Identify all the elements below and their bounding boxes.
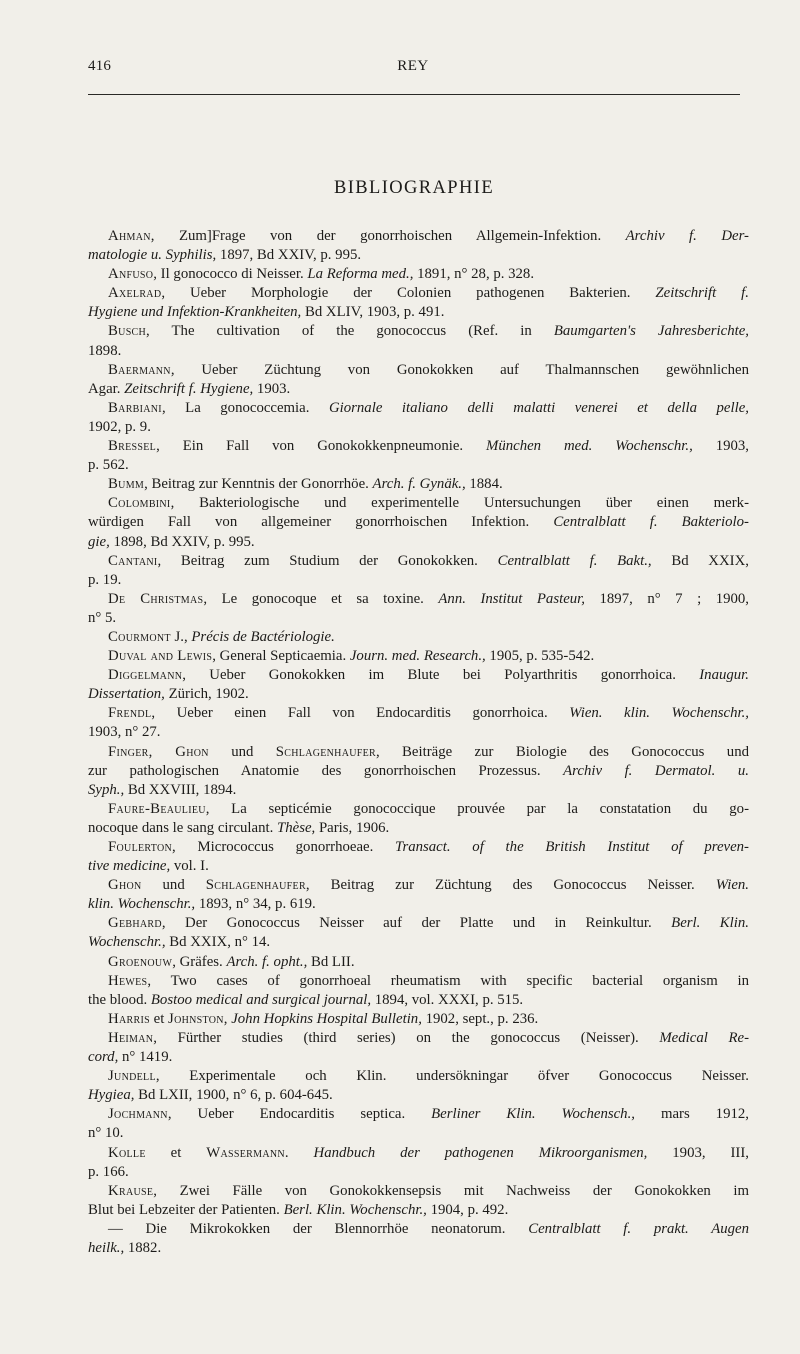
entry-text: , Le gonocoque et sa toxine. bbox=[203, 590, 439, 607]
publication-title: tive medicine, bbox=[88, 858, 171, 875]
entry-text: , Ueber einen Fall von Endocarditis gonorrhoica. bbox=[151, 705, 570, 722]
publication-title: Centralblatt f. Bakteriolo- bbox=[553, 514, 749, 531]
author-name: Busch bbox=[108, 323, 147, 340]
publication-title: Berl. Klin. bbox=[671, 915, 749, 932]
bibliography-entry bbox=[88, 666, 749, 704]
bibliography-entry bbox=[88, 1029, 749, 1067]
author-name: Heiman bbox=[108, 1029, 154, 1046]
entry-line bbox=[88, 1220, 749, 1239]
entry-line bbox=[88, 552, 749, 571]
entry-text: mars 1912, bbox=[634, 1106, 749, 1123]
entry-text: Bd XXVIII, 1894. bbox=[124, 781, 237, 798]
entry-line bbox=[88, 456, 749, 475]
bibliography-entry bbox=[88, 743, 749, 800]
bibliography-entry bbox=[88, 361, 749, 399]
entry-line bbox=[88, 265, 749, 284]
entry-line bbox=[88, 437, 749, 456]
entry-text: the blood. bbox=[88, 991, 151, 1008]
entry-text: 1903, n° 27. bbox=[88, 724, 161, 741]
entry-text: , Micrococcus gonorrhoeae. bbox=[172, 839, 396, 855]
bibliography-entry bbox=[88, 399, 749, 437]
author-name: Ahman bbox=[108, 228, 151, 244]
author-name: Baermann bbox=[108, 361, 171, 378]
entry-text: , Beitrag zum Studium der Gonokokken. bbox=[157, 552, 498, 569]
entry-text: , Experimentale och Klin. undersökningar öfver Gonococcus Neisser. bbox=[155, 1068, 749, 1085]
publication-title: Thèse, bbox=[277, 819, 316, 836]
entry-line bbox=[88, 857, 749, 876]
entry-text: Agar. bbox=[88, 380, 125, 397]
entry-text: 1884. bbox=[465, 476, 503, 493]
entry-text: n° 5. bbox=[88, 609, 117, 626]
entry-line bbox=[88, 666, 749, 685]
entry-line bbox=[88, 838, 749, 857]
publication-title: La Reforma med., bbox=[307, 266, 414, 283]
entry-text: und bbox=[208, 743, 276, 760]
author-name: De Christmas bbox=[108, 590, 204, 607]
publication-title: Giornale italiano delli malatti venerei et della pelle, bbox=[328, 399, 749, 416]
entry-text: Bd LXII, 1900, n° 6, p. 604-645. bbox=[134, 1087, 333, 1104]
publication-title: Centralblatt f. prakt. Augen bbox=[528, 1220, 749, 1237]
entry-text: , Fürther studies (third series) on the gonococcus (Neisser). bbox=[153, 1029, 660, 1046]
entry-line bbox=[88, 418, 749, 437]
entry-text: , Gräfes. bbox=[172, 953, 227, 970]
entry-line bbox=[88, 1067, 749, 1086]
publication-title: Dissertation, bbox=[88, 686, 165, 703]
entry-line bbox=[88, 494, 749, 513]
publication-title: Syph., bbox=[88, 781, 125, 798]
author-name: Finger, Ghon bbox=[108, 743, 209, 760]
entry-text: n° 10. bbox=[88, 1125, 124, 1142]
publication-title: cord, bbox=[88, 1049, 119, 1066]
author-name: Anfuso bbox=[108, 266, 154, 283]
publication-title: Berliner Klin. Wochensch., bbox=[431, 1106, 635, 1123]
entry-line bbox=[88, 399, 749, 418]
bibliography-entry bbox=[88, 475, 749, 494]
author-name: Diggelmann bbox=[108, 667, 183, 684]
author-name: Hewes bbox=[108, 972, 148, 989]
entry-line bbox=[88, 647, 749, 666]
publication-title: Berl. Klin. Wochenschr., bbox=[283, 1201, 427, 1218]
entry-line bbox=[88, 972, 749, 991]
author-name: Axelrad bbox=[108, 285, 162, 302]
author-name: Foulerton bbox=[108, 839, 173, 855]
entry-line bbox=[88, 991, 749, 1010]
bibliography-entry bbox=[88, 284, 749, 322]
bibliography-entry bbox=[88, 1144, 749, 1182]
entry-line bbox=[88, 1105, 749, 1124]
entry-text: Paris, 1906. bbox=[315, 819, 390, 836]
entry-text: p. 19. bbox=[88, 571, 122, 588]
bibliography-entry bbox=[88, 227, 749, 265]
publication-title: matologie u. Syphilis, bbox=[88, 247, 217, 264]
bibliography-entry bbox=[88, 1182, 749, 1220]
author-name: Frendl bbox=[108, 705, 152, 722]
entry-line bbox=[88, 303, 749, 322]
author-name: Courmont bbox=[108, 628, 171, 645]
entry-text: , bbox=[223, 1010, 232, 1027]
entry-line bbox=[88, 876, 749, 895]
author-name: Schlagenhaufer bbox=[205, 877, 306, 894]
entry-text: , Beitrag zur Züchtung des Gonococcus Neisser. bbox=[305, 877, 716, 894]
entry-text: 1893, n° 34, p. 619. bbox=[195, 896, 316, 913]
publication-title: John Hopkins Hospital Bulletin, bbox=[231, 1010, 422, 1027]
entry-line bbox=[88, 609, 749, 628]
bibliography-entry bbox=[88, 838, 749, 876]
entry-line bbox=[88, 227, 749, 246]
entry-text: et bbox=[145, 1144, 207, 1161]
entry-text: p. 562. bbox=[88, 457, 129, 474]
entry-line bbox=[88, 819, 749, 838]
entry-line bbox=[88, 1182, 749, 1201]
entry-text: 1882. bbox=[124, 1239, 162, 1256]
entry-line bbox=[88, 361, 749, 380]
entry-text: 1903, bbox=[692, 438, 750, 455]
publication-title: Hygiea, bbox=[88, 1087, 135, 1104]
entry-text: . bbox=[284, 1144, 314, 1161]
entry-text: , Zum bbox=[150, 228, 207, 244]
author-name: Bressel bbox=[108, 438, 157, 455]
entry-text: 1898, Bd XXIV, p. 995. bbox=[109, 533, 255, 550]
author-name: Faure-Beaulieu bbox=[108, 800, 206, 817]
entry-line bbox=[88, 533, 749, 552]
author-name: Jochmann bbox=[108, 1106, 168, 1123]
entry-text: 1891, n° 28, p. 328. bbox=[413, 266, 535, 283]
entry-text: , Ueber Gonokokken im Blute bei Polyarthritis gonorrhoica. bbox=[182, 667, 700, 684]
entry-text: 1898. bbox=[88, 342, 122, 359]
bibliography-entry bbox=[88, 1067, 749, 1105]
publication-title: Archiv f. Dermatol. u. bbox=[563, 762, 749, 779]
entry-text: 1902, sept., p. 236. bbox=[421, 1010, 539, 1027]
bibliography-entry bbox=[88, 1220, 749, 1258]
entry-line bbox=[88, 895, 749, 914]
entry-text: 1903, III, bbox=[647, 1144, 749, 1161]
entry-line bbox=[88, 685, 749, 704]
publication-title: Inaugur. bbox=[699, 667, 749, 684]
bibliography-entry bbox=[88, 953, 749, 972]
entry-line bbox=[88, 1010, 749, 1029]
author-name: Bumm bbox=[108, 476, 145, 493]
bibliography-entry bbox=[88, 552, 749, 590]
entry-text: würdigen Fall von allgemeiner gonorrhoischen Infektion. bbox=[88, 514, 554, 531]
entry-text: Frage von der gonorrhoischen Allgemein-Infektion. bbox=[211, 228, 626, 244]
bibliography-entry bbox=[88, 265, 749, 284]
author-name: Harris bbox=[108, 1010, 150, 1027]
bibliography-entry bbox=[88, 876, 749, 914]
entry-text: , Beiträge zur Biologie des Gonococcus und bbox=[375, 743, 749, 760]
author-name: Ghon bbox=[108, 877, 142, 894]
entry-text: zur pathologischen Anatomie des gonorrhoischen Prozessus. bbox=[88, 762, 564, 779]
bibliography-entry bbox=[88, 628, 749, 647]
entry-line bbox=[88, 342, 749, 361]
publication-title: Hygiene und Infektion-Krankheiten, bbox=[88, 304, 302, 321]
entry-text: , La septicémie gonococcique prouvée par la constatation du go- bbox=[205, 800, 749, 817]
entry-text: 1897, Bd XXIV, p. 995. bbox=[216, 247, 362, 264]
bibliography-entry bbox=[88, 494, 749, 551]
page-number: 416 bbox=[88, 58, 112, 74]
entry-line bbox=[88, 322, 749, 341]
entry-text: , The cultivation of the gonococcus (Ref. in bbox=[146, 323, 554, 340]
bibliography-entry bbox=[88, 590, 749, 628]
entry-text: 1905, p. 535-542. bbox=[485, 648, 595, 665]
entry-text: n° 1419. bbox=[118, 1049, 173, 1066]
bibliography-entry bbox=[88, 704, 749, 742]
entry-line bbox=[88, 953, 749, 972]
publication-title: Bostoo medical and surgical journal, bbox=[150, 991, 372, 1008]
bibliography-entry bbox=[88, 322, 749, 360]
running-head bbox=[88, 58, 738, 82]
publication-title: gie, bbox=[88, 533, 110, 550]
publication-title: Wochenschr., bbox=[88, 934, 166, 951]
entry-text: Bd LII. bbox=[307, 953, 355, 970]
entry-text: , Ueber Morphologie der Colonien pathogenen Bakterien. bbox=[161, 285, 656, 302]
entry-text: Bd XXIX, bbox=[651, 552, 749, 569]
entry-text: 1894, vol. XXXI, p. 515. bbox=[371, 991, 524, 1008]
entry-text: nocoque dans le sang circulant. bbox=[88, 819, 278, 836]
entry-text: , Two cases of gonorrhoeal rheumatism with specific bacterial organism in bbox=[147, 972, 749, 989]
entry-text: Zürich, 1902. bbox=[164, 686, 249, 703]
entry-text: , Ein Fall von Gonokokkenpneumonie. bbox=[156, 438, 487, 455]
section-heading: BIBLIOGRAPHIE bbox=[333, 178, 495, 198]
entry-text: , Il gonococco di Neisser. bbox=[153, 266, 308, 283]
entry-line bbox=[88, 800, 749, 819]
publication-title: Handbuch der pathogenen Mikroorganismen, bbox=[313, 1144, 648, 1161]
entry-text: , Ueber Züchtung von Gonokokken auf Thalmannschen gewöhnlichen bbox=[170, 361, 749, 378]
publication-title: München med. Wochenschr., bbox=[486, 438, 693, 455]
author-name: Johnston bbox=[168, 1010, 224, 1027]
entry-text: , La gonococcemia. bbox=[161, 399, 329, 416]
entry-line bbox=[88, 781, 749, 800]
author-name: Kolle bbox=[108, 1144, 146, 1161]
entry-text: 1897, n° 7 ; 1900, bbox=[584, 590, 749, 607]
entry-line bbox=[88, 743, 749, 762]
entry-line bbox=[88, 1163, 749, 1182]
author-name: Gebhard bbox=[108, 915, 162, 932]
entry-line bbox=[88, 914, 749, 933]
entry-text: und bbox=[141, 877, 206, 894]
entry-line bbox=[88, 1239, 749, 1258]
publication-title: Arch. f. opht., bbox=[226, 953, 308, 970]
publication-title: klin. Wochenschr., bbox=[88, 896, 196, 913]
entry-line bbox=[88, 1048, 749, 1067]
entry-text: , Ueber Endocarditis septica. bbox=[167, 1106, 432, 1123]
entry-text: Bd XLIV, 1903, p. 491. bbox=[301, 304, 445, 321]
entry-text: Bd XXIX, n° 14. bbox=[165, 934, 271, 951]
entry-text: , General Septicaemia. bbox=[212, 648, 350, 665]
entry-line bbox=[88, 1124, 749, 1143]
bibliography-entry bbox=[88, 437, 749, 475]
author-name: Wassermann bbox=[206, 1144, 285, 1161]
entry-line bbox=[88, 628, 749, 647]
entry-text: 1904, p. 492. bbox=[426, 1201, 509, 1218]
publication-title: Zeitschrift f. bbox=[655, 285, 749, 302]
publication-title: Précis de Bactériologie. bbox=[191, 628, 335, 645]
entry-text: vol. I. bbox=[170, 858, 209, 875]
bibliography-entry bbox=[88, 800, 749, 838]
publication-title: Centralblatt f. Bakt., bbox=[497, 552, 652, 569]
entry-line bbox=[88, 1029, 749, 1048]
author-name: Duval and Lewis bbox=[108, 648, 213, 665]
entry-text: J., bbox=[170, 628, 192, 645]
entry-line bbox=[88, 1144, 749, 1163]
bibliography-entry bbox=[88, 972, 749, 1010]
entry-line bbox=[88, 475, 749, 494]
author-name: Krause bbox=[108, 1182, 154, 1199]
running-title: REY bbox=[397, 58, 429, 74]
entry-line bbox=[88, 933, 749, 952]
entry-line bbox=[88, 1201, 749, 1220]
entry-text: , Bakteriologische und experimentelle Untersuchungen über einen merk- bbox=[170, 495, 749, 512]
publication-title: Medical Re- bbox=[659, 1029, 749, 1046]
publication-title: Zeitschrift f. Hygiene, bbox=[124, 380, 254, 397]
author-name: Colombini bbox=[108, 495, 171, 512]
author-name: Cantani bbox=[108, 552, 158, 569]
entry-text: , Der Gonococcus Neisser auf der Platte und in Reinkultur. bbox=[161, 915, 672, 932]
entry-line bbox=[88, 246, 749, 265]
entry-line bbox=[88, 723, 749, 742]
author-name: Groenouw bbox=[108, 953, 173, 970]
bibliography-entry bbox=[88, 914, 749, 952]
publication-title: Baumgarten's Jahresberichte, bbox=[553, 323, 750, 340]
author-name: Jundell bbox=[108, 1068, 156, 1085]
entry-line bbox=[88, 513, 749, 532]
publication-title: Wien. bbox=[715, 877, 749, 894]
entry-line bbox=[88, 380, 749, 399]
entry-text: — Die Mikrokokken der Blennorrhöe neonatorum. bbox=[108, 1220, 529, 1237]
entry-text: p. 166. bbox=[88, 1163, 129, 1180]
bibliography-list bbox=[88, 227, 749, 1258]
bibliography-entry bbox=[88, 647, 749, 666]
entry-text: 1902, p. 9. bbox=[88, 418, 151, 435]
author-name: Schlagenhaufer bbox=[275, 743, 376, 760]
entry-line bbox=[88, 571, 749, 590]
entry-text: ] bbox=[206, 228, 212, 244]
entry-line bbox=[88, 704, 749, 723]
entry-line bbox=[88, 762, 749, 781]
bibliography-entry bbox=[88, 1105, 749, 1143]
publication-title: Ann. Institut Pasteur, bbox=[438, 590, 585, 607]
publication-title: Transact. of the British Institut of preven- bbox=[395, 839, 749, 855]
header-rule bbox=[88, 94, 740, 95]
entry-line bbox=[88, 284, 749, 303]
entry-text: Blut bei Lebzeiter der Patienten. bbox=[88, 1201, 284, 1218]
publication-title: Archiv f. Der- bbox=[625, 228, 749, 244]
entry-text: et bbox=[149, 1010, 169, 1027]
bibliography-entry bbox=[88, 1010, 749, 1029]
entry-text: , Beitrag zur Kenntnis der Gonorrhöe. bbox=[144, 476, 373, 493]
entry-line bbox=[88, 590, 749, 609]
entry-line bbox=[88, 1086, 749, 1105]
entry-text: , Zwei Fälle von Gonokokkensepsis mit Nachweiss der Gonokokken im bbox=[153, 1182, 749, 1199]
entry-text: 1903. bbox=[253, 380, 291, 397]
publication-title: Wien. klin. Wochenschr., bbox=[569, 705, 749, 722]
publication-title: Arch. f. Gynäk., bbox=[372, 476, 466, 493]
publication-title: Journ. med. Research., bbox=[349, 648, 486, 665]
author-name: Barbiani bbox=[108, 399, 162, 416]
publication-title: heilk., bbox=[88, 1239, 125, 1256]
